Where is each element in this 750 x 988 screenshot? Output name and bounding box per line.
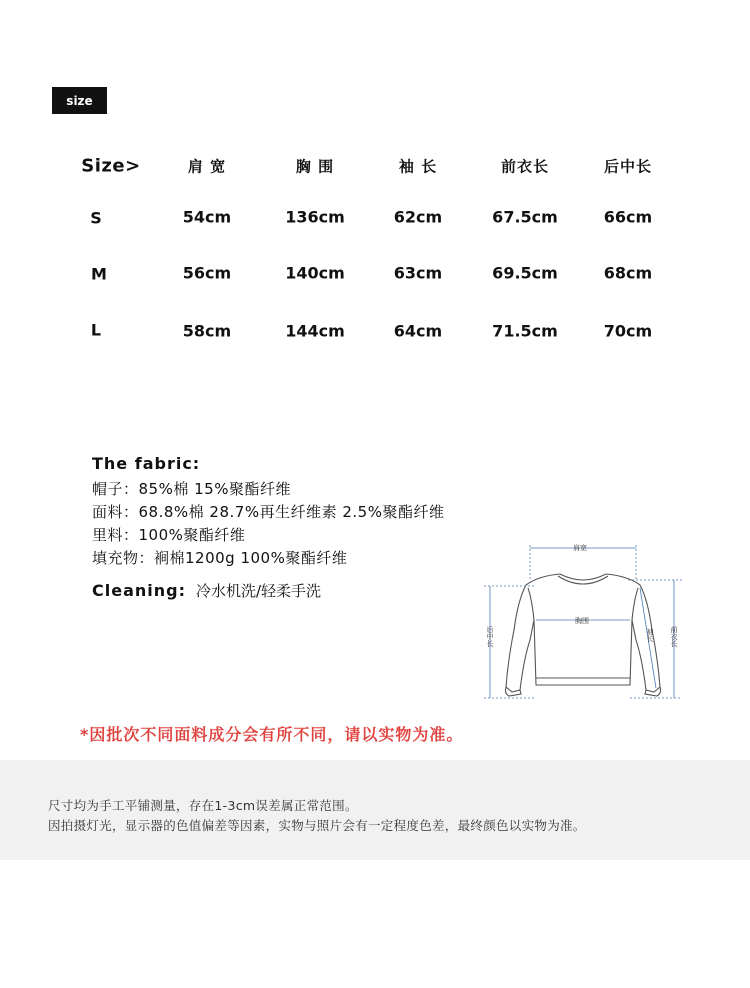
shoulder-label: 肩宽 bbox=[573, 544, 587, 552]
header-size: Size> bbox=[81, 155, 141, 177]
table-cell: 70cm bbox=[603, 321, 653, 341]
table-cell: 63cm bbox=[393, 263, 443, 283]
header-shoulder: 肩 宽 bbox=[187, 157, 227, 176]
fabric-line: 帽子：85%棉 15%聚酯纤维 bbox=[92, 480, 291, 498]
size-badge: size bbox=[52, 87, 107, 114]
fabric-title: The fabric: bbox=[92, 454, 201, 473]
cleaning-text: 冷水机洗/轻柔手洗 bbox=[196, 582, 322, 600]
front-length-label: 前衣长 bbox=[670, 626, 678, 647]
cleaning-info bbox=[92, 580, 321, 601]
table-cell: 140cm bbox=[285, 263, 345, 283]
sweater-measurement-diagram bbox=[478, 540, 688, 702]
size-label: S bbox=[90, 208, 102, 228]
table-cell: 56cm bbox=[182, 263, 232, 283]
table-cell: 62cm bbox=[393, 207, 443, 227]
table-cell: 66cm bbox=[603, 207, 653, 227]
header-sleeve: 袖 长 bbox=[398, 157, 438, 176]
size-label: M bbox=[91, 264, 107, 284]
table-cell: 58cm bbox=[182, 321, 232, 341]
table-cell: 136cm bbox=[285, 207, 345, 227]
fabric-line: 面料：68.8%棉 28.7%再生纤维素 2.5%聚酯纤维 bbox=[92, 503, 445, 521]
table-cell: 64cm bbox=[393, 321, 443, 341]
cleaning-label: Cleaning: bbox=[92, 581, 186, 600]
fabric-line: 里料：100%聚酯纤维 bbox=[92, 526, 246, 544]
footer-line-1: 尺寸均为手工平铺测量，存在1-3cm误差属正常范围。 bbox=[48, 798, 358, 813]
table-cell: 71.5cm bbox=[492, 321, 558, 341]
table-cell: 67.5cm bbox=[492, 207, 558, 227]
footer-line-2: 因拍摄灯光，显示器的色值偏差等因素，实物与照片会有一定程度色差，最终颜色以实物为准。 bbox=[48, 818, 586, 833]
table-cell: 54cm bbox=[182, 207, 232, 227]
size-table bbox=[0, 0, 750, 360]
footer-note bbox=[0, 760, 750, 860]
chest-label: 胸围 bbox=[575, 617, 589, 625]
header-front-length: 前衣长 bbox=[500, 157, 550, 176]
fabric-line: 填充物：裥棉1200g 100%聚酯纤维 bbox=[92, 549, 348, 567]
sleeve-label: 袖长 bbox=[646, 628, 654, 642]
batch-notice: *因批次不同面料成分会有所不同，请以实物为准。 bbox=[80, 725, 464, 744]
size-label: L bbox=[90, 320, 102, 340]
header-back-length: 后中长 bbox=[603, 157, 653, 176]
back-length-label: 后中长 bbox=[486, 626, 494, 647]
table-cell: 68cm bbox=[603, 263, 653, 283]
sweater-outline-icon bbox=[505, 574, 660, 696]
table-cell: 144cm bbox=[285, 321, 345, 341]
header-chest: 胸 围 bbox=[295, 157, 335, 176]
table-cell: 69.5cm bbox=[492, 263, 558, 283]
